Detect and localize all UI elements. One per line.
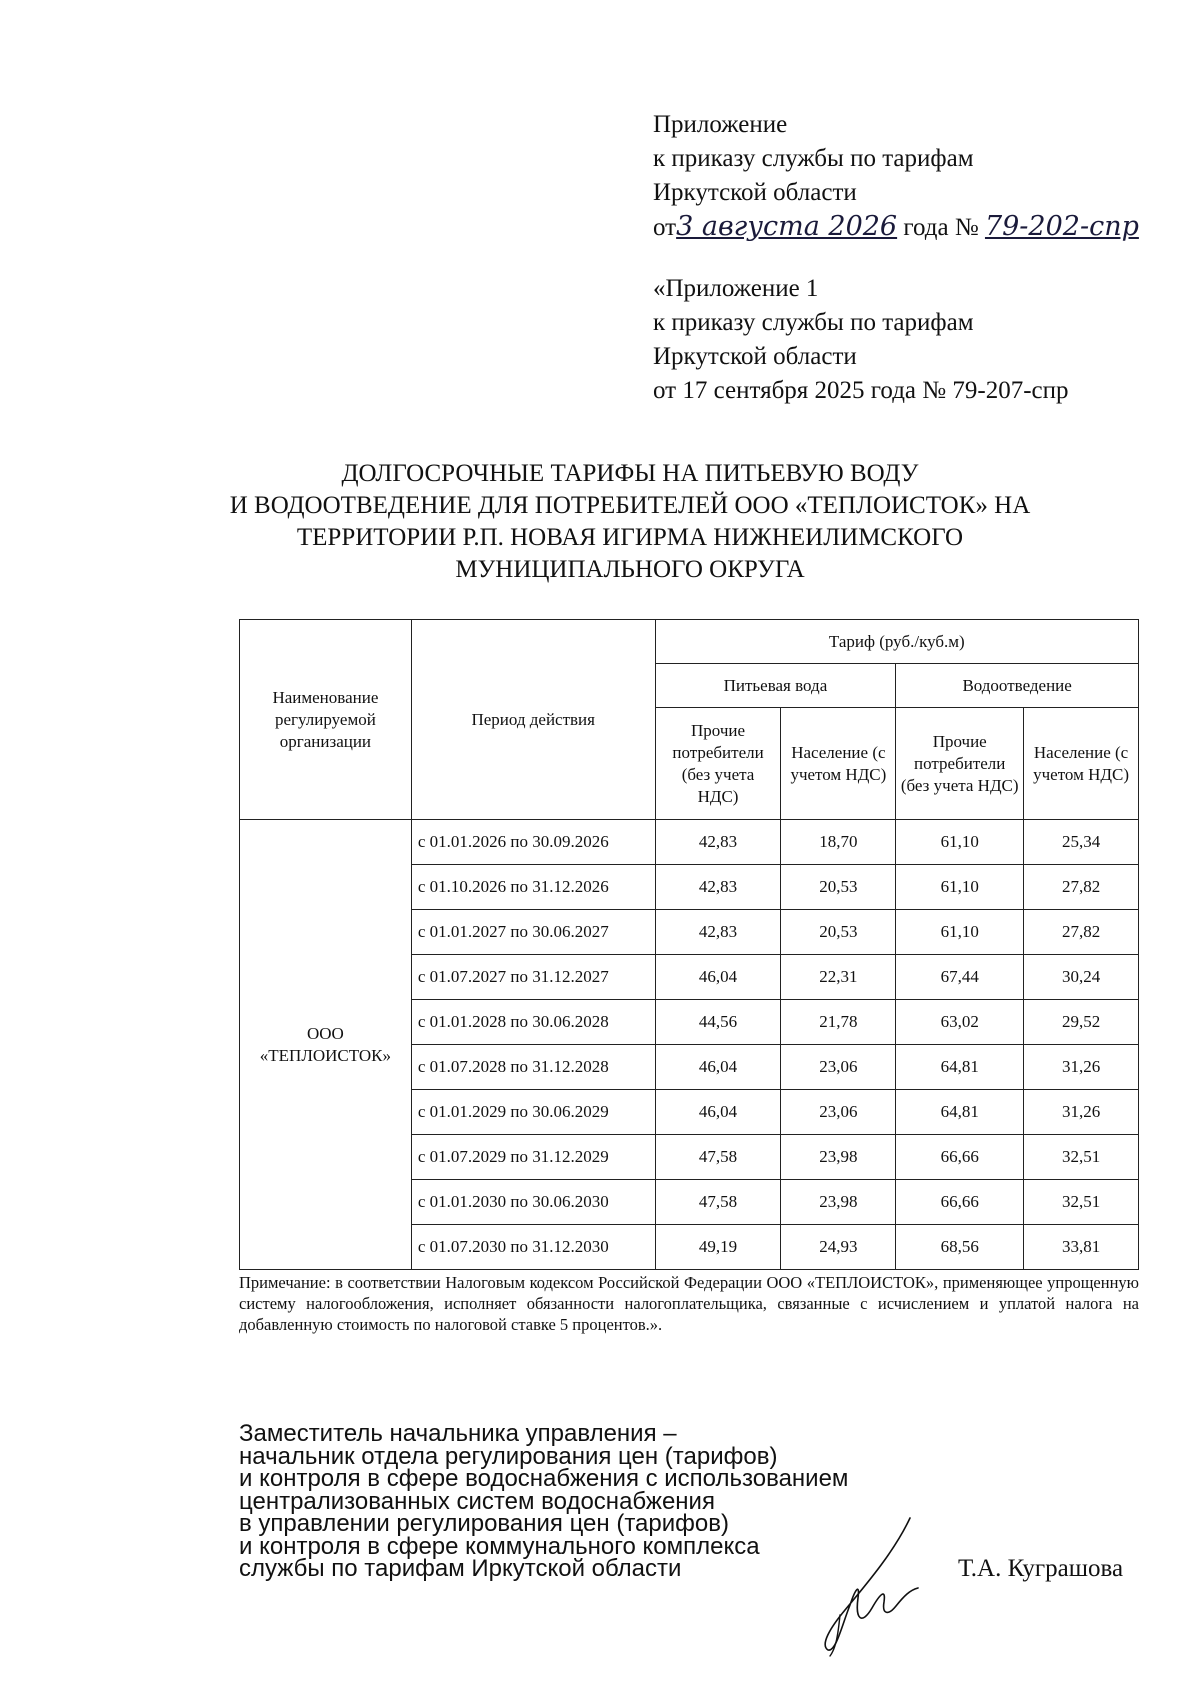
table-note: Примечание: в соответствии Налоговым кодексом Российской Федерации ООО «ТЕПЛОИСТОК», применяющее упрощенную систему налогообложения, исполняет обязанности налогоплательщика, связанные с исчислением и уплатой налога на добавленную стоимость по налоговой ставке 5 процентов.».	[239, 1273, 1139, 1334]
water-other-cell: 42,83	[655, 865, 781, 910]
position-line: службы по тарифам Иркутской области	[239, 1555, 682, 1582]
drain-other-cell: 67,44	[896, 955, 1024, 1000]
drain-other-cell: 61,10	[896, 865, 1024, 910]
drain-other-cell: 63,02	[896, 1000, 1024, 1045]
sub-header-water-other: Прочие потребители (без учета НДС)	[655, 708, 781, 820]
water-other-cell: 47,58	[655, 1180, 781, 1225]
appendix-line: Иркутской области	[653, 343, 857, 370]
drain-other-cell: 61,10	[896, 910, 1024, 955]
water-other-cell: 44,56	[655, 1000, 781, 1045]
tariff-table	[239, 619, 1139, 1270]
signature-block	[239, 1420, 849, 1582]
water-pop-cell: 23,98	[781, 1180, 896, 1225]
period-cell: с 01.01.2030 по 30.06.2030	[411, 1180, 655, 1225]
period-cell: с 01.01.2027 по 30.06.2027	[411, 910, 655, 955]
drain-pop-cell: 30,24	[1024, 955, 1139, 1000]
water-pop-cell: 21,78	[781, 1000, 896, 1045]
water-pop-cell: 18,70	[781, 820, 896, 865]
sub-header-drain-pop: Население (с учетом НДС)	[1024, 708, 1139, 820]
water-pop-cell: 22,31	[781, 955, 896, 1000]
water-pop-cell: 23,06	[781, 1090, 896, 1135]
drain-other-cell: 64,81	[896, 1045, 1024, 1090]
drain-pop-cell: 32,51	[1024, 1135, 1139, 1180]
title-line: ТЕРРИТОРИИ Р.П. НОВАЯ ИГИРМА НИЖНЕИЛИМСКОГО	[296, 524, 964, 551]
col-header-org: Наименование регулируемой организации	[240, 620, 412, 820]
header-line: к приказу службы по тарифам	[653, 145, 974, 172]
drain-pop-cell: 31,26	[1024, 1045, 1139, 1090]
water-other-cell: 47,58	[655, 1135, 781, 1180]
water-other-cell: 46,04	[655, 955, 781, 1000]
period-cell: с 01.01.2026 по 30.09.2026	[411, 820, 655, 865]
sub-header-water-pop: Население (с учетом НДС)	[781, 708, 896, 820]
drain-pop-cell: 25,34	[1024, 820, 1139, 865]
drain-other-cell: 64,81	[896, 1090, 1024, 1135]
drain-pop-cell: 31,26	[1024, 1090, 1139, 1135]
water-other-cell: 46,04	[655, 1090, 781, 1135]
water-pop-cell: 23,06	[781, 1045, 896, 1090]
water-other-cell: 49,19	[655, 1225, 781, 1270]
position-line: начальник отдела регулирования цен (тарифов)	[239, 1442, 778, 1470]
water-pop-cell: 24,93	[781, 1225, 896, 1270]
period-cell: с 01.01.2028 по 30.06.2028	[411, 1000, 655, 1045]
group-header-water: Питьевая вода	[655, 664, 896, 708]
drain-other-cell: 61,10	[896, 820, 1024, 865]
appendix-line: от 17 сентября 2025 года № 79-207-спр	[653, 377, 1069, 404]
water-other-cell: 42,83	[655, 820, 781, 865]
sub-header-drain-other: Прочие потребители (без учета НДС)	[896, 708, 1024, 820]
appendix-1-header	[653, 272, 1069, 408]
title-line: МУНИЦИПАЛЬНОГО ОКРУГА	[455, 556, 805, 583]
header-line: Иркутской области	[653, 179, 857, 206]
document-title	[190, 458, 1070, 586]
drain-pop-cell: 32,51	[1024, 1180, 1139, 1225]
water-other-cell: 46,04	[655, 1045, 781, 1090]
position-line: и контроля в сфере коммунального комплекса	[239, 1532, 760, 1560]
drain-pop-cell: 27,82	[1024, 910, 1139, 955]
water-pop-cell: 20,53	[781, 910, 896, 955]
water-pop-cell: 20,53	[781, 865, 896, 910]
drain-pop-cell: 27,82	[1024, 865, 1139, 910]
handwritten-date: 3 августа 2026	[676, 211, 898, 242]
drain-other-cell: 66,66	[896, 1135, 1024, 1180]
title-line: ДОЛГОСРОЧНЫЕ ТАРИФЫ НА ПИТЬЕВУЮ ВОДУ	[341, 460, 919, 487]
handwritten-signature	[800, 1510, 930, 1660]
title-line: И ВОДООТВЕДЕНИЕ ДЛЯ ПОТРЕБИТЕЛЕЙ ООО «ТЕПЛОИСТОК» НА	[229, 492, 1031, 519]
period-cell: с 01.07.2027 по 31.12.2027	[411, 955, 655, 1000]
period-cell: с 01.07.2029 по 31.12.2029	[411, 1135, 655, 1180]
appendix-line: к приказу службы по тарифам	[653, 309, 974, 336]
group-header-drain: Водоотведение	[896, 664, 1139, 708]
drain-pop-cell: 29,52	[1024, 1000, 1139, 1045]
drain-other-cell: 68,56	[896, 1225, 1024, 1270]
period-cell: с 01.10.2026 по 31.12.2026	[411, 865, 655, 910]
drain-pop-cell: 33,81	[1024, 1225, 1139, 1270]
col-header-period: Период действия	[411, 620, 655, 820]
appendix-line: «Приложение 1	[653, 275, 819, 302]
period-cell: с 01.01.2029 по 30.06.2029	[411, 1090, 655, 1135]
period-cell: с 01.07.2028 по 31.12.2028	[411, 1045, 655, 1090]
col-header-tariff: Тариф (руб./куб.м)	[655, 620, 1138, 664]
org-name-cell: ООО «ТЕПЛОИСТОК»	[240, 820, 412, 1270]
table-row	[240, 820, 1139, 865]
order-middle: года №	[903, 214, 979, 241]
water-pop-cell: 23,98	[781, 1135, 896, 1180]
handwritten-order-number: 79-202-спр	[984, 211, 1139, 242]
period-cell: с 01.07.2030 по 31.12.2030	[411, 1225, 655, 1270]
order-prefix: от	[653, 214, 677, 241]
appendix-header	[653, 108, 1139, 245]
position-line: и контроля в сфере водоснабжения с использованием	[239, 1465, 849, 1492]
position-line: Заместитель начальника управления –	[239, 1420, 677, 1447]
position-line: централизованных систем водоснабжения	[239, 1487, 715, 1515]
water-other-cell: 42,83	[655, 910, 781, 955]
order-line	[653, 210, 1139, 245]
signer-name: Т.А. Куграшова	[958, 1555, 1124, 1582]
drain-other-cell: 66,66	[896, 1180, 1024, 1225]
position-line: в управлении регулирования цен (тарифов)	[239, 1510, 729, 1537]
header-line: Приложение	[653, 111, 788, 138]
